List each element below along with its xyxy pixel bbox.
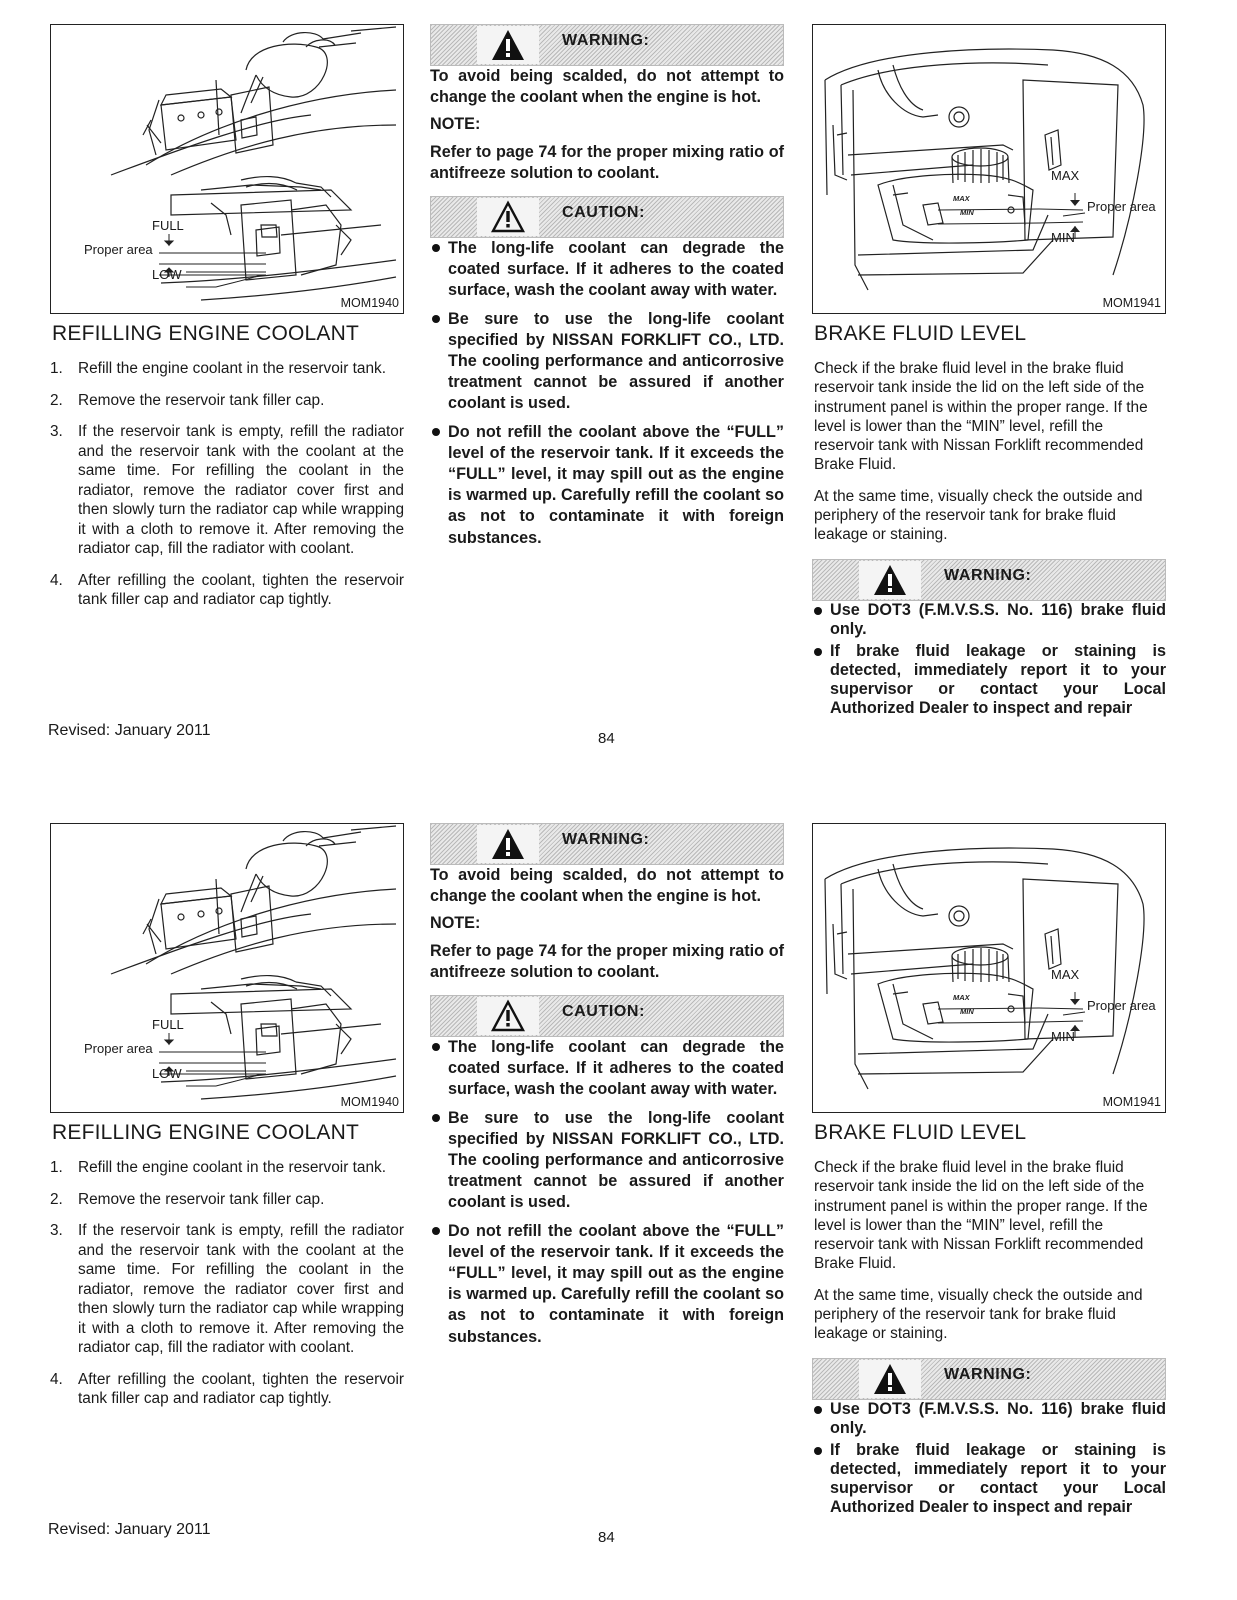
brake-paragraph: Check if the brake fluid level in the brake fluid reservoir tank inside the lid on the left side of the instrument panel is within the proper range. If the level is lower than the “MIN” level, refill the reservoir tank with Nissan Forklift recommended Brake Fluid. [814,360,1148,474]
revision-date: Revised: January 2011 [48,722,211,739]
list-item: Use DOT3 (F.M.V.S.S. No. 116) brake fluid only. [812,601,1166,639]
coolant-steps [50,359,404,610]
left-column [50,24,404,622]
coolant-steps [50,1158,404,1409]
page-number: 84 [598,1529,615,1546]
low-level-label: LOW [152,267,182,282]
caution-banner-label: CAUTION: [562,204,646,222]
list-item: The long-life coolant can degrade the coated surface. If it adheres to the coated surface, wash the coolant away with water. [430,1037,784,1101]
page-number: 84 [598,730,615,747]
max-level-label: MAX [1051,168,1080,183]
note-text: Refer to page 74 for the proper mixing ratio of antifreeze solution to coolant. [430,941,784,981]
list-item: 3. If the reservoir tank is empty, refill the radiator and the reservoir tank with the coolant at the same time. For refilling the coolant in the radiator, remove the radiator cover first and then slowly turn the radiator cap while wrapping it with a cloth to remove it. After removing the radiator cap, fill the radiator with coolant. [50,423,404,557]
warning-banner-label: WARNING: [944,566,1032,584]
brake-paragraph: At the same time, visually check the outside and periphery of the reservoir tank for brake fluid leakage or staining. [814,1286,1143,1343]
figure-code: MOM1941 [1102,296,1161,310]
section-heading: REFILLING ENGINE COOLANT [52,1121,360,1144]
warning-banner-label: WARNING: [562,32,650,49]
revision-date: Revised: January 2011 [48,1521,211,1538]
warning-banner [812,1358,1166,1400]
list-item: Be sure to use the long-life coolant specified by NISSAN FORKLIFT CO., LTD. The cooling performance and anticorrosive treatment cannot be assured if another coolant is used. [430,1108,784,1214]
list-item: If brake fluid leakage or staining is detected, immediately report it to your supervisor or contact your Local Authorized Dealer to inspect and repair [812,1441,1166,1517]
list-item: If brake fluid leakage or staining is detected, immediately report it to your supervisor or contact your Local Authorized Dealer to inspect and repair [812,642,1166,718]
proper-area-label: Proper area [1087,998,1156,1013]
caution-triangle-icon [490,200,526,234]
warning-text: To avoid being scalded, do not attempt to change the coolant when the engine is hot. [430,67,784,107]
list-item: Do not refill the coolant above the “FULL” level of the reservoir tank. If it exceeds the “FULL” level, it may spill out as the engine is warmed up. Carefully refill the coolant so as not to contaminate it with foreign substances. [430,422,784,549]
min-level-label: MIN [1051,1029,1075,1044]
tank-min-mark: MIN [960,208,974,217]
caution-triangle-icon [490,999,526,1033]
proper-area-label: Proper area [84,242,153,257]
figure-code: MOM1941 [1102,1095,1161,1109]
warning-triangle-icon [490,28,526,62]
section-heading: BRAKE FLUID LEVEL [814,322,1027,345]
figure-code: MOM1940 [340,296,399,310]
coolant-reservoir-illustration [50,823,404,1113]
tank-min-mark: MIN [960,1007,974,1016]
brake-reservoir-illustration [812,24,1166,314]
caution-list [430,238,784,549]
warning-text: To avoid being scalded, do not attempt to change the coolant when the engine is hot. [430,866,784,906]
section-heading: BRAKE FLUID LEVEL [814,1121,1027,1144]
full-level-label: FULL [152,1017,184,1032]
right-column [812,24,1166,721]
list-item: Use DOT3 (F.M.V.S.S. No. 116) brake fluid only. [812,1400,1166,1438]
warning-banner [812,559,1166,601]
list-item: 2. Remove the reservoir tank filler cap. [50,391,325,409]
list-item: Do not refill the coolant above the “FULL” level of the reservoir tank. If it exceeds the “FULL” level, it may spill out as the engine is warmed up. Carefully refill the coolant so as not to contaminate it with foreign substances. [430,1221,784,1348]
brake-reservoir-illustration [812,823,1166,1113]
list-item: 4. After refilling the coolant, tighten the reservoir tank filler cap and radiator cap tightly. [50,571,404,608]
middle-column [430,24,784,556]
warning-banner [430,823,784,865]
brake-paragraph: Check if the brake fluid level in the brake fluid reservoir tank inside the lid on the left side of the instrument panel is within the proper range. If the level is lower than the “MIN” level, refill the reservoir tank with Nissan Forklift recommended Brake Fluid. [814,1159,1148,1273]
caution-banner [430,196,784,238]
list-item: 1. Refill the engine coolant in the reservoir tank. [50,1159,386,1176]
proper-area-label: Proper area [1087,199,1156,214]
warning-banner-label: WARNING: [944,1365,1032,1383]
warning-triangle-icon [490,827,526,861]
list-item: 1. Refill the engine coolant in the reservoir tank. [50,360,386,377]
middle-column [430,823,784,1355]
figure-code: MOM1940 [340,1095,399,1109]
warning-banner-label: WARNING: [562,831,650,848]
caution-list [430,1037,784,1348]
note-label: NOTE: [430,914,481,933]
warning-banner [430,24,784,66]
list-item: Be sure to use the long-life coolant specified by NISSAN FORKLIFT CO., LTD. The cooling performance and anticorrosive treatment cannot be assured if another coolant is used. [430,309,784,415]
full-level-label: FULL [152,218,184,233]
brake-warning-list [812,601,1166,718]
list-item: 3. If the reservoir tank is empty, refill the radiator and the reservoir tank with the coolant at the same time. For refilling the coolant in the radiator, remove the radiator cover first and then slowly turn the radiator cap while wrapping it with a cloth to remove it. After removing the radiator cap, fill the radiator with coolant. [50,1222,404,1356]
list-item: 2. Remove the reservoir tank filler cap. [50,1190,325,1208]
brake-illustration-drawing [813,25,1165,313]
brake-paragraph: At the same time, visually check the outside and periphery of the reservoir tank for brake fluid leakage or staining. [814,487,1143,544]
caution-banner [430,995,784,1037]
brake-warning-list [812,1400,1166,1517]
note-label: NOTE: [430,115,481,134]
min-level-label: MIN [1051,230,1075,245]
section-heading: REFILLING ENGINE COOLANT [52,322,360,345]
coolant-illustration-drawing [51,25,403,313]
list-item: 4. After refilling the coolant, tighten the reservoir tank filler cap and radiator cap tightly. [50,1370,404,1407]
coolant-illustration-drawing [51,824,403,1112]
caution-banner-label: CAUTION: [562,1003,646,1021]
warning-triangle-icon [872,1362,908,1396]
note-text: Refer to page 74 for the proper mixing ratio of antifreeze solution to coolant. [430,142,784,182]
list-item: The long-life coolant can degrade the coated surface. If it adheres to the coated surface, wash the coolant away with water. [430,238,784,302]
low-level-label: LOW [152,1066,182,1081]
proper-area-label: Proper area [84,1041,153,1056]
manual-page-duplicate [0,799,1237,1599]
tank-max-mark: MAX [953,993,970,1002]
left-column [50,823,404,1421]
brake-illustration-drawing [813,824,1165,1112]
tank-max-mark: MAX [953,194,970,203]
max-level-label: MAX [1051,967,1080,982]
warning-triangle-icon [872,563,908,597]
coolant-reservoir-illustration [50,24,404,314]
right-column [812,823,1166,1520]
